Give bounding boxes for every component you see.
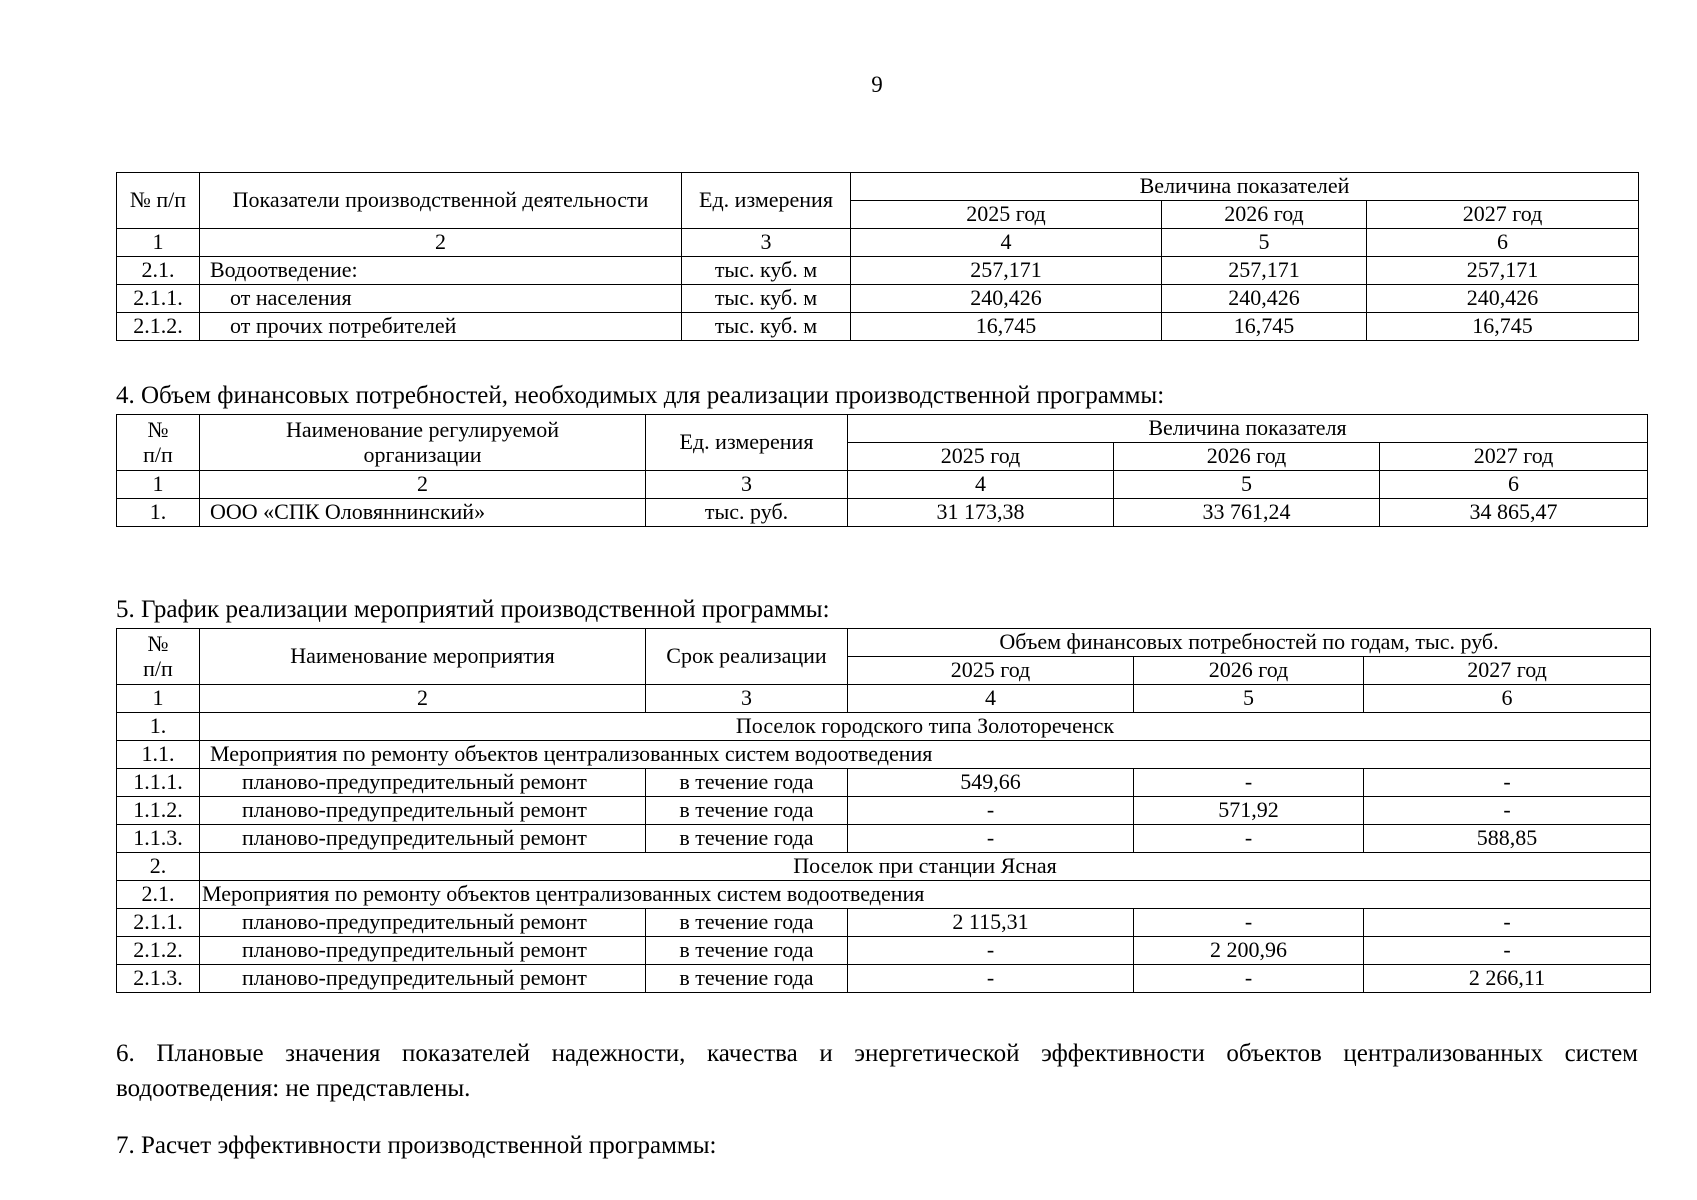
table-row xyxy=(117,797,1651,825)
row-term: в течение года xyxy=(646,965,848,993)
group-num: 2. xyxy=(117,853,200,881)
header-organization-line: Наименование регулируемой xyxy=(285,417,559,443)
row-activity: планово-предупредительный ремонт xyxy=(200,965,646,993)
table-row xyxy=(117,965,1651,993)
row-num: 2.1.1. xyxy=(117,285,200,313)
row-num: 1. xyxy=(117,499,200,527)
row-value: 588,85 xyxy=(1364,825,1651,853)
row-num: 2.1.2. xyxy=(117,937,200,965)
row-term: в течение года xyxy=(646,797,848,825)
header-activity-name: Наименование мероприятия xyxy=(200,629,646,685)
table-row xyxy=(117,769,1651,797)
row-value: 2 115,31 xyxy=(848,909,1134,937)
header-organization xyxy=(200,415,646,471)
row-num: 2.1.3. xyxy=(117,965,200,993)
table-row xyxy=(117,499,1648,527)
subgroup-title: Мероприятия по ремонту объектов централизованных систем водоотведения xyxy=(200,741,1651,769)
header-year: 2027 год xyxy=(1367,201,1639,229)
header-value-group: Объем финансовых потребностей по годам, тыс. руб. xyxy=(848,629,1651,657)
header-unit: Ед. измерения xyxy=(646,415,848,471)
column-number: 1 xyxy=(117,229,200,257)
production-indicators-table xyxy=(116,172,1639,341)
row-activity: планово-предупредительный ремонт xyxy=(200,825,646,853)
column-number: 3 xyxy=(646,471,848,499)
table-row xyxy=(117,257,1639,285)
header-organization-line: организации xyxy=(363,441,482,467)
row-value: 257,171 xyxy=(1162,257,1367,285)
row-term: в течение года xyxy=(646,769,848,797)
column-number: 5 xyxy=(1162,229,1367,257)
table-row xyxy=(117,937,1651,965)
header-year: 2027 год xyxy=(1380,443,1648,471)
header-year: 2025 год xyxy=(848,657,1134,685)
header-year: 2026 год xyxy=(1114,443,1380,471)
row-term: в течение года xyxy=(646,909,848,937)
row-num: 2.1. xyxy=(117,257,200,285)
column-number: 3 xyxy=(682,229,851,257)
row-value: 2 266,11 xyxy=(1364,965,1651,993)
column-number: 3 xyxy=(646,685,848,713)
header-num-line: № xyxy=(147,417,169,443)
row-value: 549,66 xyxy=(848,769,1134,797)
row-num: 1.1.1. xyxy=(117,769,200,797)
column-number: 6 xyxy=(1364,685,1651,713)
row-value: 16,745 xyxy=(1162,313,1367,341)
row-value: - xyxy=(1134,825,1364,853)
row-activity: планово-предупредительный ремонт xyxy=(200,937,646,965)
header-unit: Ед. измерения xyxy=(682,173,851,229)
row-value: - xyxy=(848,937,1134,965)
column-number: 5 xyxy=(1114,471,1380,499)
row-value: - xyxy=(848,797,1134,825)
row-term: в течение года xyxy=(646,825,848,853)
page-number: 9 xyxy=(871,72,883,97)
section-7-heading: 7. Расчет эффективности производственной программы: xyxy=(116,1132,717,1159)
column-number-row xyxy=(117,229,1639,257)
header-year: 2026 год xyxy=(1134,657,1364,685)
table-row xyxy=(117,313,1639,341)
row-name: Водоотведение: xyxy=(200,257,682,285)
table-row xyxy=(117,825,1651,853)
row-value: - xyxy=(1364,797,1651,825)
header-year: 2025 год xyxy=(848,443,1114,471)
row-value: 240,426 xyxy=(1162,285,1367,313)
header-num xyxy=(117,629,200,685)
header-value-group: Величина показателя xyxy=(848,415,1648,443)
row-value: 34 865,47 xyxy=(1380,499,1648,527)
header-value-group: Величина показателей xyxy=(851,173,1639,201)
header-num-line: п/п xyxy=(143,655,173,681)
row-value: - xyxy=(1134,909,1364,937)
row-term: в течение года xyxy=(646,937,848,965)
header-num-line: п/п xyxy=(143,441,173,467)
row-num: 1.1.2. xyxy=(117,797,200,825)
subgroup-row xyxy=(117,741,1651,769)
row-activity: планово-предупредительный ремонт xyxy=(200,797,646,825)
row-unit: тыс. куб. м xyxy=(682,313,851,341)
header-num-line: № xyxy=(147,631,169,657)
column-number-row xyxy=(117,685,1651,713)
row-value: - xyxy=(848,965,1134,993)
row-activity: планово-предупредительный ремонт xyxy=(200,909,646,937)
row-value: 16,745 xyxy=(1367,313,1639,341)
subgroup-row xyxy=(117,881,1651,909)
table-row xyxy=(117,285,1639,313)
row-activity: планово-предупредительный ремонт xyxy=(200,769,646,797)
column-number: 6 xyxy=(1380,471,1648,499)
group-num: 1. xyxy=(117,713,200,741)
financial-needs-table xyxy=(116,414,1648,527)
group-row xyxy=(117,853,1651,881)
header-year: 2026 год xyxy=(1162,201,1367,229)
column-number: 2 xyxy=(200,229,682,257)
group-row xyxy=(117,713,1651,741)
column-number: 4 xyxy=(851,229,1162,257)
section-4-heading: 4. Объем финансовых потребностей, необходимых для реализации производственной программы: xyxy=(116,382,1165,409)
row-value: 257,171 xyxy=(1367,257,1639,285)
row-value: 240,426 xyxy=(1367,285,1639,313)
row-name: от прочих потребителей xyxy=(200,313,682,341)
table-row xyxy=(117,909,1651,937)
section-6-paragraph: 6. Плановые значения показателей надежности, качества и энергетической эффективности объектов централизованных систем водоотведения: не представлены. xyxy=(116,1040,1638,1102)
header-indicator: Показатели производственной деятельности xyxy=(200,173,682,229)
row-unit: тыс. руб. xyxy=(646,499,848,527)
row-num: 1.1.3. xyxy=(117,825,200,853)
row-value: - xyxy=(1364,769,1651,797)
row-name: от населения xyxy=(200,285,682,313)
header-year: 2027 год xyxy=(1364,657,1651,685)
column-number: 4 xyxy=(848,471,1114,499)
row-value: - xyxy=(1134,965,1364,993)
column-number: 1 xyxy=(117,685,200,713)
header-year: 2025 год xyxy=(851,201,1162,229)
schedule-table xyxy=(116,628,1651,993)
row-value: - xyxy=(1134,769,1364,797)
row-value: - xyxy=(1364,909,1651,937)
row-value: 33 761,24 xyxy=(1114,499,1380,527)
row-unit: тыс. куб. м xyxy=(682,257,851,285)
row-value: 31 173,38 xyxy=(848,499,1114,527)
column-number: 4 xyxy=(848,685,1134,713)
column-number: 6 xyxy=(1367,229,1639,257)
row-value: 2 200,96 xyxy=(1134,937,1364,965)
group-title: Поселок городского типа Золотореченск xyxy=(200,713,1651,741)
row-value: - xyxy=(848,825,1134,853)
row-num: 2.1.2. xyxy=(117,313,200,341)
row-organization: ООО «СПК Оловяннинский» xyxy=(200,499,646,527)
subgroup-num: 1.1. xyxy=(117,741,200,769)
section-5-heading: 5. График реализации мероприятий производственной программы: xyxy=(116,596,830,623)
row-value: 571,92 xyxy=(1134,797,1364,825)
header-num xyxy=(117,415,200,471)
header-num: № п/п xyxy=(117,173,200,229)
row-value: 240,426 xyxy=(851,285,1162,313)
column-number: 5 xyxy=(1134,685,1364,713)
row-value: - xyxy=(1364,937,1651,965)
row-num: 2.1.1. xyxy=(117,909,200,937)
row-value: 16,745 xyxy=(851,313,1162,341)
column-number: 2 xyxy=(200,471,646,499)
row-value: 257,171 xyxy=(851,257,1162,285)
group-title: Поселок при станции Ясная xyxy=(200,853,1651,881)
row-unit: тыс. куб. м xyxy=(682,285,851,313)
column-number-row xyxy=(117,471,1648,499)
subgroup-num: 2.1. xyxy=(117,881,200,909)
column-number: 1 xyxy=(117,471,200,499)
column-number: 2 xyxy=(200,685,646,713)
subgroup-title: Мероприятия по ремонту объектов централизованных систем водоотведения xyxy=(200,881,1651,909)
header-term: Срок реализации xyxy=(646,629,848,685)
